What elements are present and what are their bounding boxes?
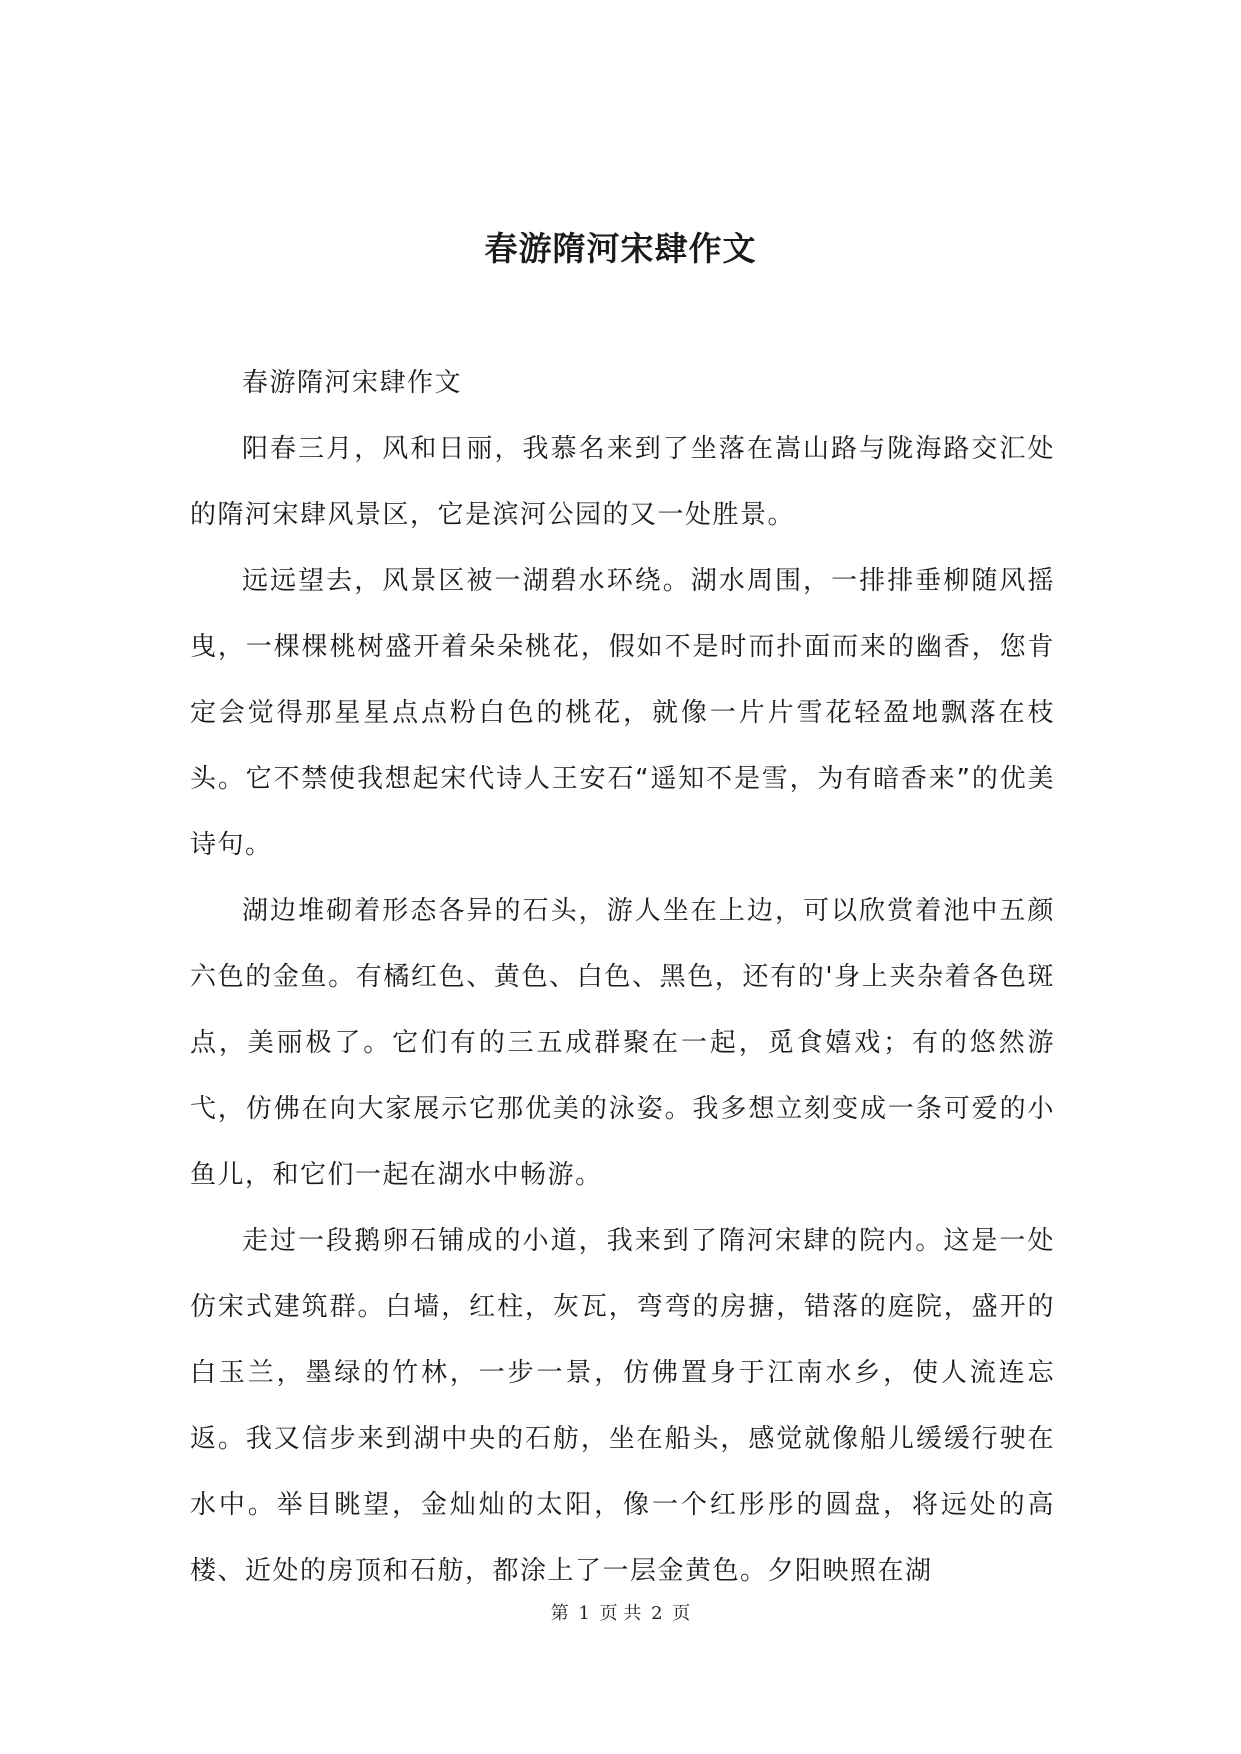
document-body bbox=[190, 350, 1055, 1604]
page-footer bbox=[0, 1600, 1241, 1628]
paragraph: 阳春三月，风和日丽，我慕名来到了坐落在嵩山路与陇海路交汇处的隋河宋肆风景区，它是滨河公园的又一处胜景。 bbox=[190, 434, 1055, 530]
page-number: 1 bbox=[578, 1603, 590, 1624]
paragraph: 湖边堆砌着形态各异的石头，游人坐在上边，可以欣赏着池中五颜六色的金鱼。有橘红色、黄色、白色、黑色，还有的'身上夹杂着各色斑点，美丽极了。它们有的三五成群聚在一起，觅食嬉戏；有的悠然游弋，仿佛在向大家展示它那优美的泳姿。我多想立刻变成一条可爱的小鱼儿，和它们一起在湖水中畅游。 bbox=[190, 896, 1055, 1190]
footer-suffix: 页 bbox=[672, 1603, 691, 1624]
paragraph: 远远望去，风景区被一湖碧水环绕。湖水周围，一排排垂柳随风摇曳，一棵棵桃树盛开着朵朵桃花，假如不是时而扑面而来的幽香，您肯定会觉得那星星点点粉白色的桃花，就像一片片雪花轻盈地飘落在枝头。它不禁使我想起宋代诗人王安石“遥知不是雪，为有暗香来”的优美诗句。 bbox=[190, 566, 1055, 860]
paragraph: 走过一段鹅卵石铺成的小道，我来到了隋河宋肆的院内。这是一处仿宋式建筑群。白墙，红柱，灰瓦，弯弯的房搪，错落的庭院，盛开的白玉兰，墨绿的竹林，一步一景，仿佛置身于江南水乡，使人流连忘返。我又信步来到湖中央的石舫，坐在船头，感觉就像船儿缓缓行驶在水中。举目眺望，金灿灿的太阳，像一个红彤彤的圆盘，将远处的高楼、近处的房顶和石舫，都涂上了一层金黄色。夕阳映照在湖 bbox=[190, 1226, 1055, 1586]
document-title: 春游隋河宋肆作文 bbox=[484, 229, 757, 268]
footer-middle: 页 共 bbox=[599, 1603, 642, 1624]
footer-prefix: 第 bbox=[550, 1603, 569, 1624]
paragraph-heading: 春游隋河宋肆作文 bbox=[242, 368, 463, 398]
page-total: 2 bbox=[651, 1603, 663, 1624]
